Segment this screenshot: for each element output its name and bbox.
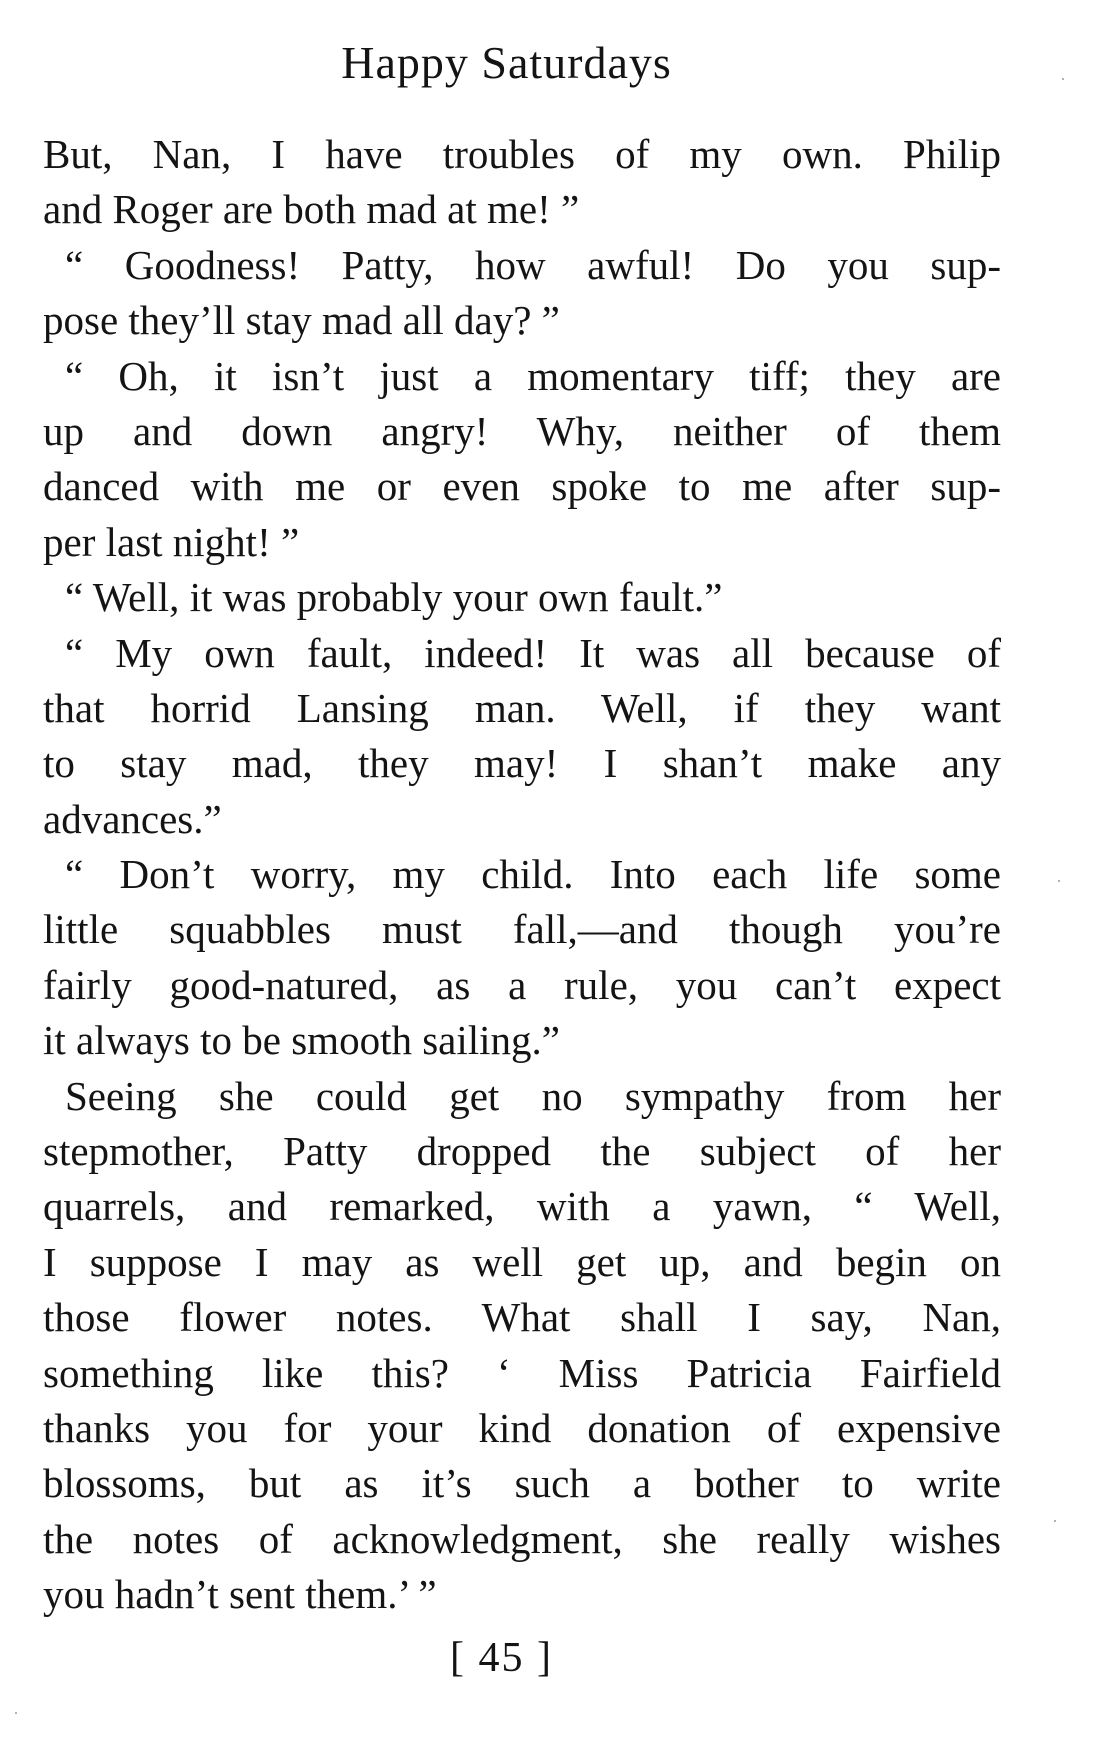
text-line: fairly good-natured, as a rule, you can’t expect <box>43 961 1001 1008</box>
text-line: and Roger are both mad at me! ” <box>43 186 580 233</box>
text-line: the notes of acknowledgment, she really wishes <box>43 1515 1001 1562</box>
text-line: Seeing she could get no sympathy from her <box>65 1072 1001 1119</box>
page-number: [ 45 ] <box>450 1635 553 1681</box>
text-line: per last night! ” <box>43 518 300 565</box>
text-line: those flower notes. What shall I say, Nan, <box>43 1294 1001 1341</box>
text-line: advances.” <box>43 795 222 842</box>
paper-speck <box>1062 78 1064 80</box>
text-line: stepmother, Patty dropped the subject of her <box>43 1128 1001 1175</box>
paper-speck <box>1054 1520 1056 1522</box>
text-line: to stay mad, they may! I shan’t make any <box>43 740 1001 787</box>
text-line: up and down angry! Why, neither of them <box>43 407 1001 454</box>
text-line: “ Well, it was probably your own fault.” <box>65 574 723 621</box>
text-line: you hadn’t sent them.’ ” <box>43 1571 437 1618</box>
text-line: that horrid Lansing man. Well, if they want <box>43 684 1001 731</box>
text-line: “ Oh, it isn’t just a momentary tiff; they are <box>65 352 1001 399</box>
paper-speck <box>1058 880 1060 882</box>
body-text <box>43 127 1001 1623</box>
text-line: quarrels, and remarked, with a yawn, “ Well, <box>43 1183 1001 1230</box>
text-line: danced with me or even spoke to me after sup- <box>43 463 1001 510</box>
running-head: Happy Saturdays <box>341 37 672 88</box>
text-line: “ Goodness! Patty, how awful! Do you sup- <box>65 241 1001 288</box>
text-line: little squabbles must fall,—and though you’re <box>43 906 1001 953</box>
text-line: thanks you for your kind donation of expensive <box>43 1404 1001 1451</box>
text-line: something like this? ‘ Miss Patricia Fairfield <box>43 1349 1001 1396</box>
text-line: it always to be smooth sailing.” <box>43 1017 560 1064</box>
text-line: blossoms, but as it’s such a bother to write <box>43 1460 1001 1507</box>
text-line: pose they’ll stay mad all day? ” <box>43 297 560 344</box>
text-line: “ My own fault, indeed! It was all because of <box>65 629 1001 676</box>
text-line: But, Nan, I have troubles of my own. Philip <box>43 131 1001 177</box>
paper-speck <box>15 1712 17 1714</box>
text-line: I suppose I may as well get up, and begin on <box>43 1238 1001 1285</box>
text-line: “ Don’t worry, my child. Into each life some <box>65 851 1001 898</box>
